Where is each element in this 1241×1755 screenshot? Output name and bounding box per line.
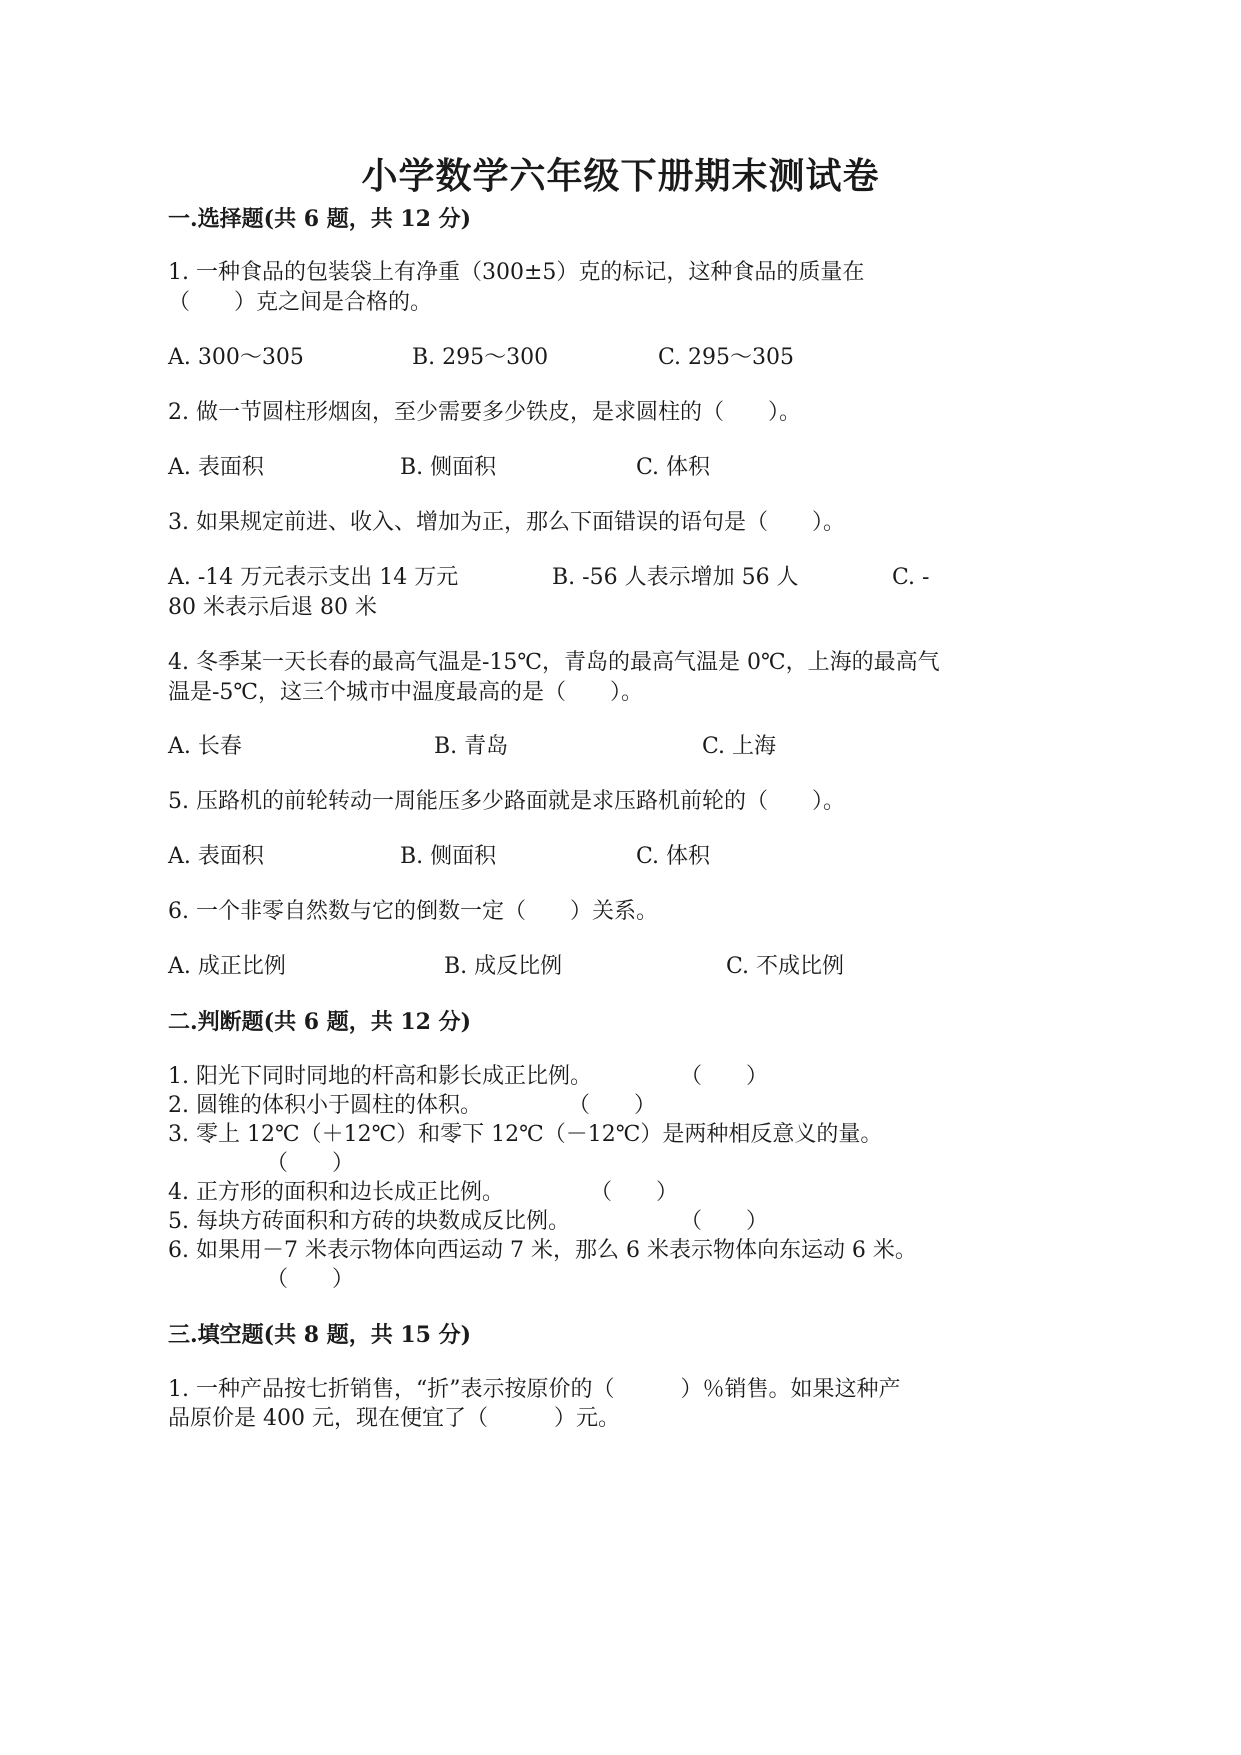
judgement-item: 5. 每块方砖面积和方砖的块数成反比例。 [168, 1209, 570, 1234]
option-c-continued: 80 米表示后退 80 米 [168, 595, 377, 620]
question-line: 1. 一种产品按七折销售，“折”表示按原价的（ ）％销售。如果这种产 [168, 1377, 901, 1402]
option-c: C. 不成比例 [726, 954, 845, 979]
judgement-item: 3. 零上 12℃（＋12℃）和零下 12℃（－12℃）是两种相反意义的量。 [168, 1122, 883, 1147]
question-line: 2. 做一节圆柱形烟囱，至少需要多少铁皮，是求圆柱的（ ）。 [168, 400, 801, 425]
option-c: C. 体积 [636, 455, 711, 480]
judgement-item: 4. 正方形的面积和边长成正比例。 [168, 1180, 504, 1205]
option-c: C. - [892, 565, 930, 590]
section-heading-judgement: 二.判断题(共 6 题，共 12 分) [168, 1009, 472, 1035]
option-a: A. 表面积 [168, 844, 264, 869]
judgement-item: 6. 如果用－7 米表示物体向西运动 7 米，那么 6 米表示物体向东运动 6 米。 [168, 1238, 917, 1263]
question-line: （ ）克之间是合格的。 [168, 290, 433, 315]
answer-blank: （ ） [266, 1151, 355, 1176]
answer-blank: （ ） [680, 1209, 769, 1234]
answer-blank: （ ） [568, 1093, 657, 1118]
option-b: B. 青岛 [434, 734, 509, 759]
section-heading-choice: 一.选择题(共 6 题，共 12 分) [168, 206, 472, 232]
section-heading-fill-in: 三.填空题(共 8 题，共 15 分) [168, 1322, 472, 1348]
judgement-item: 2. 圆锥的体积小于圆柱的体积。 [168, 1093, 482, 1118]
option-a: A. -14 万元表示支出 14 万元 [168, 565, 459, 590]
option-b: B. 侧面积 [400, 455, 497, 480]
question-line: 品原价是 400 元，现在便宜了（ ）元。 [168, 1406, 620, 1431]
option-c: C. 295～305 [658, 345, 795, 370]
page-title: 小学数学六年级下册期末测试卷 [361, 155, 880, 197]
option-b: B. 成反比例 [444, 954, 563, 979]
option-a: A. 成正比例 [168, 954, 286, 979]
answer-blank: （ ） [680, 1064, 769, 1089]
answer-blank: （ ） [266, 1267, 355, 1292]
question-line: 1. 一种食品的包装袋上有净重（300±5）克的标记，这种食品的质量在 [168, 260, 865, 285]
option-c: C. 体积 [636, 844, 711, 869]
option-b: B. 侧面积 [400, 844, 497, 869]
answer-blank: （ ） [590, 1180, 679, 1205]
option-a: A. 长春 [168, 734, 242, 759]
option-b: B. 295～300 [412, 345, 549, 370]
question-line: 3. 如果规定前进、收入、增加为正，那么下面错误的语句是（ ）。 [168, 510, 845, 535]
option-a: A. 表面积 [168, 455, 264, 480]
question-line: 5. 压路机的前轮转动一周能压多少路面就是求压路机前轮的（ ）。 [168, 789, 845, 814]
option-c: C. 上海 [702, 734, 777, 759]
judgement-item: 1. 阳光下同时同地的杆高和影长成正比例。 [168, 1064, 592, 1089]
option-a: A. 300～305 [168, 345, 304, 370]
question-line: 6. 一个非零自然数与它的倒数一定（ ）关系。 [168, 899, 658, 924]
question-line: 4. 冬季某一天长春的最高气温是-15℃，青岛的最高气温是 0℃，上海的最高气 [168, 650, 940, 675]
option-b: B. -56 人表示增加 56 人 [552, 565, 799, 590]
question-line: 温是-5℃，这三个城市中温度最高的是（ ）。 [168, 680, 644, 705]
